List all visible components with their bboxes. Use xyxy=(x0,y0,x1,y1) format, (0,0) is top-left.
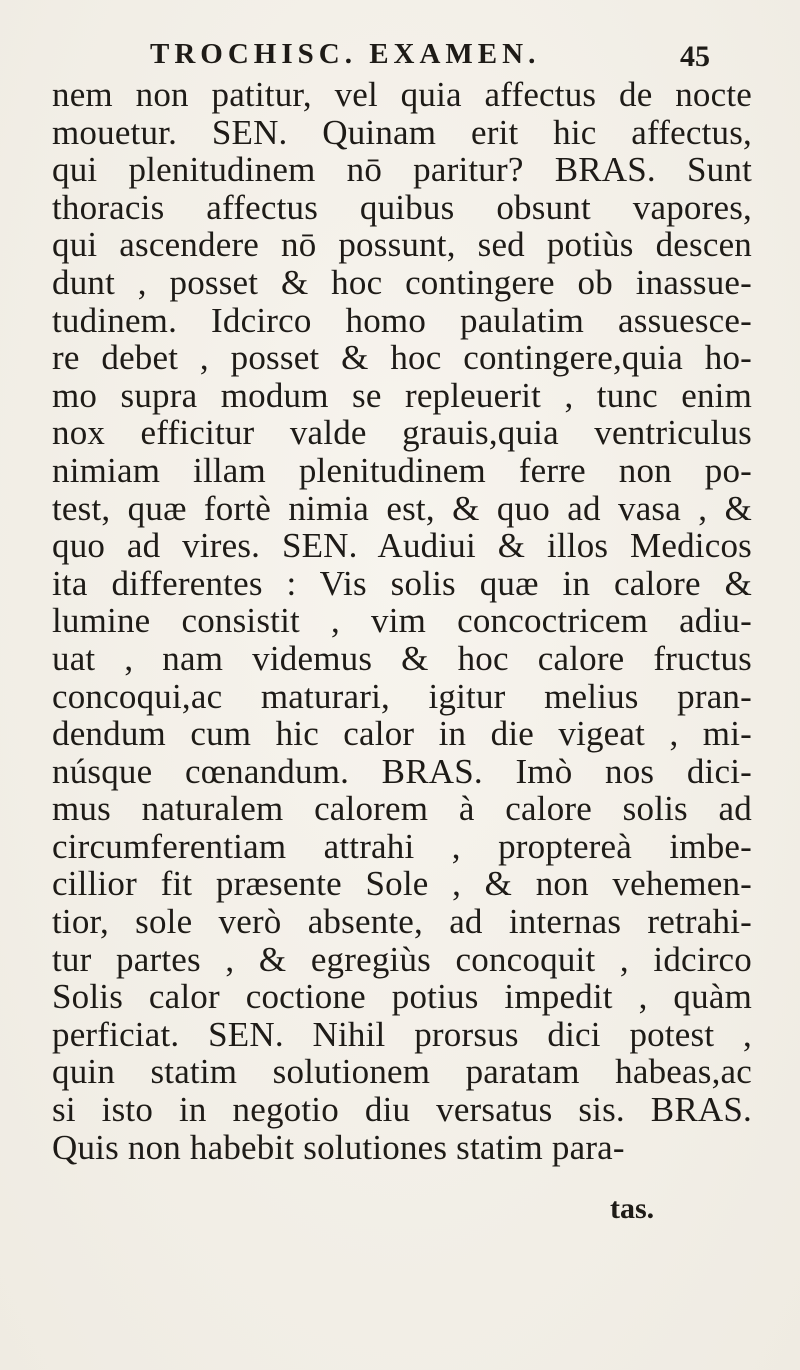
text-line: quo ad vires. SEN. Audiui & illos Medicos xyxy=(52,526,752,566)
text-line: re debet , posset & hoc contingere,quia ho- xyxy=(52,338,752,378)
running-head xyxy=(150,38,710,78)
text-line: nimiam illam plenitudinem ferre non po- xyxy=(52,450,752,490)
text-line: cillior fit præsente Sole , & non vehemen- xyxy=(52,864,752,904)
text-line: perficiat. SEN. Nihil prorsus dici potest , xyxy=(52,1014,752,1054)
text-line: qui plenitudinem nō paritur? BRAS. Sunt xyxy=(52,150,752,190)
text-line: nem non patitur, vel quia affectus de nocte xyxy=(52,75,752,114)
text-line: núsque cœnandum. BRAS. Imò nos dici- xyxy=(52,751,752,791)
text-line: circumferentiam attrahi , proptereà imbe- xyxy=(52,826,752,866)
text-line: ita differentes : Vis solis quæ in calore & xyxy=(52,563,752,603)
text-line: thoracis affectus quibus obsunt vapores, xyxy=(52,187,752,227)
text-line: mouetur. SEN. Quinam erit hic affectus, xyxy=(52,112,752,152)
text-line: mus naturalem calorem à calore solis ad xyxy=(52,789,752,829)
text-line: tudinem. Idcirco homo paulatim assuesce- xyxy=(52,300,752,340)
text-line: Quis non habebit solutiones statim para- xyxy=(52,1127,625,1167)
text-line: Solis calor coctione potius impedit , quàm xyxy=(52,977,752,1017)
running-title: TROCHISC. EXAMEN. xyxy=(150,38,541,70)
text-line: tur partes , & egregiùs concoquit , idcirco xyxy=(52,939,752,979)
text-line: si isto in negotio diu versatus sis. BRAS. xyxy=(52,1090,752,1130)
text-line: dunt , posset & hoc contingere ob inassue- xyxy=(52,262,752,302)
text-line: tior, sole verò absente, ad internas retrahi- xyxy=(52,902,752,942)
text-line: mo supra modum se repleuerit , tunc enim xyxy=(52,375,752,415)
page-number: 45 xyxy=(680,40,710,73)
body-text xyxy=(52,76,752,1166)
text-line: nox efficitur valde grauis,quia ventriculus xyxy=(52,413,752,453)
text-line: dendum cum hic calor in die vigeat , mi- xyxy=(52,714,752,754)
text-line: uat , nam videmus & hoc calore fructus xyxy=(52,638,752,678)
text-line: test, quæ fortè nimia est, & quo ad vasa , & xyxy=(52,488,752,528)
text-line: qui ascendere nō possunt, sed potiùs descen xyxy=(52,225,752,265)
catchword: tas. xyxy=(610,1192,655,1225)
text-line: lumine consistit , vim concoctricem adiu- xyxy=(52,601,752,641)
text-line: concoqui,ac maturari, igitur melius pran- xyxy=(52,676,752,716)
text-line: quin statim solutionem paratam habeas,ac xyxy=(52,1052,752,1092)
